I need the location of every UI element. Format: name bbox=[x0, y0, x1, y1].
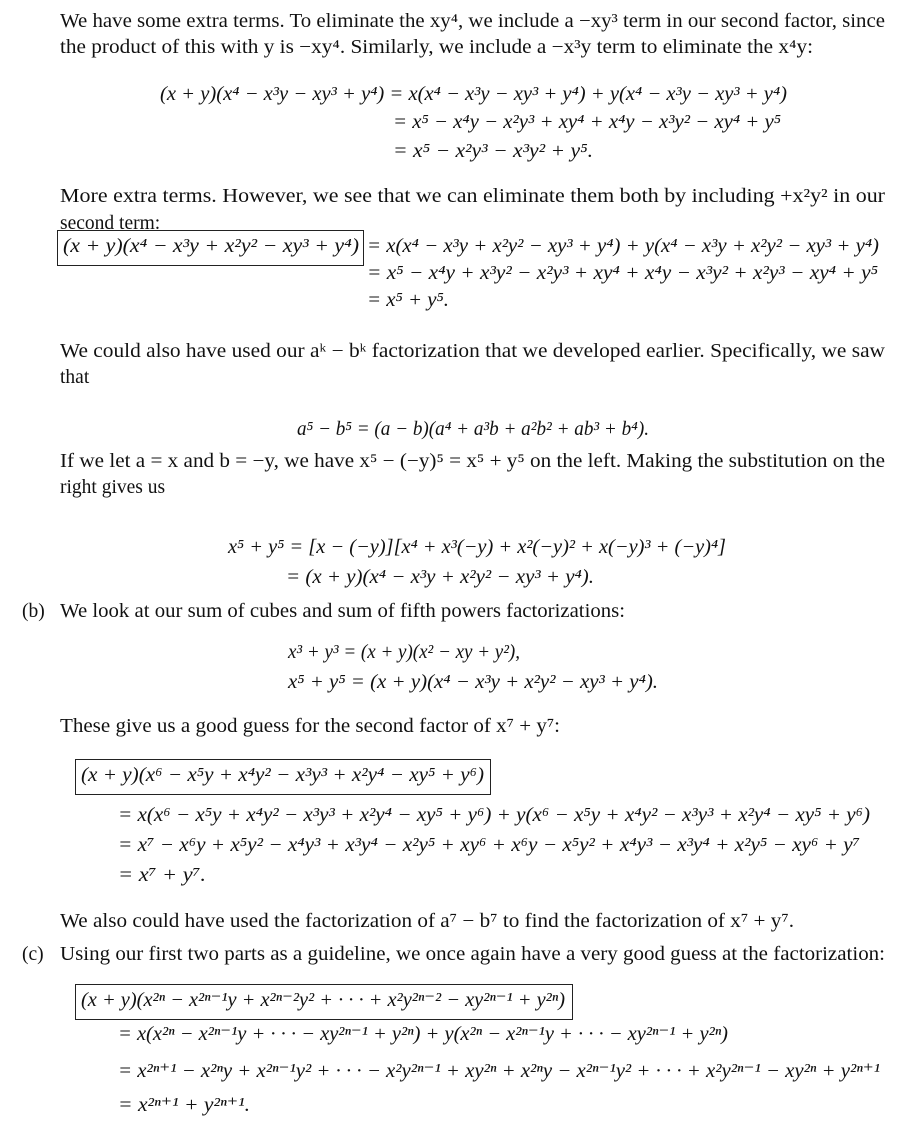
paragraph-line: We have some extra terms. To eliminate the xy⁴, we include a −xy³ term in our second factor, since bbox=[60, 11, 886, 32]
paragraph-line: We could also have used our aᵏ − bᵏ factorization that we developed earlier. Specifically, we saw bbox=[60, 341, 885, 362]
equation-line: x⁵ + y⁵ = (x + y)(x⁴ − x³y + x²y² − xy³ + y⁴). bbox=[288, 672, 658, 693]
equation-line: (x + y)(x⁴ − x³y − xy³ + y⁴) = x(x⁴ − x³y − xy³ + y⁴) + y(x⁴ − x³y − xy³ + y⁴) bbox=[160, 84, 787, 105]
equation-line: = x²ⁿ⁺¹ − x²ⁿy + x²ⁿ⁻¹y² + · · · − x²y²ⁿ⁻¹ + xy²ⁿ + x²ⁿy − x²ⁿ⁻¹y² + · · · + x²y²ⁿ⁻¹ − xy²ⁿ + y²ⁿ⁺¹ bbox=[118, 1061, 881, 1082]
equation-line: = x²ⁿ⁺¹ + y²ⁿ⁺¹. bbox=[118, 1095, 250, 1116]
paragraph-line: If we let a = x and b = −y, we have x⁵ − (−y)⁵ = x⁵ + y⁵ on the left. Making the substitution on the bbox=[60, 451, 885, 472]
equation-line: = x⁷ + y⁷. bbox=[118, 865, 206, 886]
equation-line: = x(x⁶ − x⁵y + x⁴y² − x³y³ + x²y⁴ − xy⁵ + y⁶) + y(x⁶ − x⁵y + x⁴y² − x³y³ + x²y⁴ − xy⁵ + y⁶) bbox=[118, 805, 871, 826]
paragraph-line: Using our first two parts as a guideline, we once again have a very good guess at the factorization: bbox=[60, 944, 885, 965]
paragraph-line: second term: bbox=[60, 213, 161, 234]
equation-line: = (x + y)(x⁴ − x³y + x²y² − xy³ + y⁴). bbox=[286, 567, 594, 588]
equation-line: = x⁵ − x⁴y + x³y² − x²y³ + xy⁴ + x⁴y − x³y² + x²y³ − xy⁴ + y⁵ bbox=[367, 263, 878, 284]
paragraph-line: These give us a good guess for the second factor of x⁷ + y⁷: bbox=[60, 716, 560, 737]
equation-line: = x⁵ + y⁵. bbox=[367, 290, 449, 311]
part-label: (b) bbox=[22, 601, 45, 622]
equation-line: = x⁵ − x²y³ − x³y² + y⁵. bbox=[393, 141, 593, 162]
equation-line: = x⁵ − x⁴y − x²y³ + xy⁴ + x⁴y − x³y² − xy⁴ + y⁵ bbox=[393, 112, 781, 133]
paragraph-line: We look at our sum of cubes and sum of fifth powers factorizations: bbox=[60, 601, 625, 622]
paragraph-line: that bbox=[60, 367, 90, 388]
paragraph-line: the product of this with y is −xy⁴. Similarly, we include a −x³y term to eliminate the x⁴y: bbox=[60, 37, 814, 58]
equation-line: = x(x²ⁿ − x²ⁿ⁻¹y + · · · − xy²ⁿ⁻¹ + y²ⁿ) + y(x²ⁿ − x²ⁿ⁻¹y + · · · − xy²ⁿ⁻¹ + y²ⁿ) bbox=[118, 1024, 728, 1045]
equation-line: = x⁷ − x⁶y + x⁵y² − x⁴y³ + x³y⁴ − x²y⁵ + xy⁶ + x⁶y − x⁵y² + x⁴y³ − x³y⁴ + x²y⁵ − xy⁶ + y⁷ bbox=[118, 835, 860, 856]
paragraph-line: right gives us bbox=[60, 477, 166, 498]
boxed-equation: (x + y)(x²ⁿ − x²ⁿ⁻¹y + x²ⁿ⁻²y² + · · · + x²y²ⁿ⁻² − xy²ⁿ⁻¹ + y²ⁿ) bbox=[81, 990, 565, 1011]
equation-line: x³ + y³ = (x + y)(x² − xy + y²), bbox=[288, 642, 520, 663]
paragraph-line: More extra terms. However, we see that we can eliminate them both by including +x²y² in our bbox=[60, 186, 885, 207]
boxed-equation: (x + y)(x⁶ − x⁵y + x⁴y² − x³y³ + x²y⁴ − xy⁵ + y⁶) bbox=[81, 765, 484, 786]
paragraph-line: We also could have used the factorization of a⁷ − b⁷ to find the factorization of x⁷ + y⁷. bbox=[60, 911, 794, 932]
boxed-equation: (x + y)(x⁴ − x³y + x²y² − xy³ + y⁴) bbox=[63, 236, 359, 257]
equation-line: a⁵ − b⁵ = (a − b)(a⁴ + a³b + a²b² + ab³ + b⁴). bbox=[297, 419, 649, 440]
part-label: (c) bbox=[22, 944, 44, 965]
equation-line: x⁵ + y⁵ = [x − (−y)][x⁴ + x³(−y) + x²(−y)² + x(−y)³ + (−y)⁴] bbox=[228, 537, 726, 558]
equation-line: = x(x⁴ − x³y + x²y² − xy³ + y⁴) + y(x⁴ − x³y + x²y² − xy³ + y⁴) bbox=[367, 236, 879, 257]
